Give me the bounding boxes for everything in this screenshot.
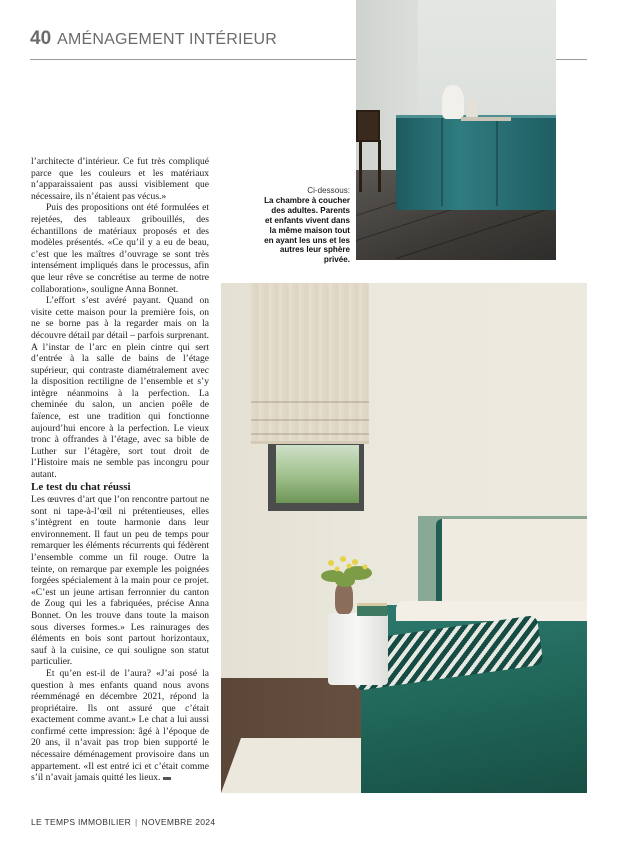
caption-text: La chambre à coucher des adultes. Parents et enfants vivent dans la même maison tout en ayant les uns et les autres leur sphère privée. [264, 195, 350, 265]
blind-fold [251, 419, 369, 421]
subheading: Le test du chat réussi [31, 481, 131, 493]
page-footer [31, 817, 215, 827]
paragraph-text: Et qu’en est-il de l’aura? «J’ai posé la question à mes enfants quand nous avons réemménagé en décembre 2021, répond la propriétaire. Ils ont assuré que c’était exactement comme avant.» Le chat a lui aussi confirmé cette impression: âgé à l’époque de 20 ans, il n’avait pas trop bien supporté le nécessaire déménagement provisoire dans un appartement. «Il est entré ici et c’était comme s’il n’avait jamais quitté les lieux. [31, 667, 209, 784]
bedroom-photo [221, 283, 587, 793]
blind-fold [251, 401, 369, 403]
page-header [30, 28, 277, 50]
books [357, 603, 387, 616]
paragraph: Les œuvres d’art que l’on rencontre partout ne sont ni tape-à-l’œil ni prétentieuses, elles s’intègrent en toute harmonie dans leur environnement. Il faut un peu de temps pour remarquer les éléments récurrents qui fédèrent l’ensemble comme un fil rouge. Outre la teinte, on remarque par exemple les poignées forgées spécialement à la main pour ce projet. «C’est un jeune artisan ferronnier du canton de Zoug qui les a fabriquées, précise Anna Bonnet. On les trouve dans toute la maison sous diverses formes.» Les rainurages des éléments en bois sont partout horizontaux, sauf à la cuisine, ce qui souligne son statut particulier. [31, 494, 209, 668]
chair-leg [378, 140, 381, 192]
text-column-bottom [31, 494, 209, 784]
bedroom-rug [221, 738, 381, 793]
issue-date: NOVEMBRE 2024 [141, 817, 216, 827]
paragraph: l’architecte d’intérieur. Ce fut très compliqué parce que les couleurs et les matériaux n’apparaissaient pas aussi visiblement que nécessaire, ils n’étaient pas vécus.» [31, 156, 209, 202]
text-column-top [31, 156, 209, 481]
bed-sheet [396, 601, 587, 621]
page-number: 40 [30, 28, 52, 49]
sideboard-divider [496, 118, 498, 206]
small-vase [466, 98, 478, 119]
publication-name: LE TEMPS IMMOBILIER [31, 817, 132, 827]
caption-lead: Ci-dessous: [307, 186, 350, 195]
photo-caption [262, 186, 350, 265]
chair [356, 110, 380, 142]
side-table [328, 613, 388, 685]
end-of-article-mark [163, 777, 171, 780]
sideboard-divider [441, 118, 443, 206]
section-title: AMÉNAGEMENT INTÉRIEUR [57, 31, 278, 48]
paragraph: L’effort s’est avéré payant. Quand on visite cette maison pour la première fois, on ne se borne pas à la regarder mais on la découvre détail par détail – parfois surprenant. A l’instar de l’arc en plein cintre qui sert d’entrée à la salle de bains de l’étage supérieur, qui contraste diamétralement avec la disposition rectiligne de l’ensemble et s’y intègre néanmoins à la perfection. La cheminée du salon, un ancien poêle de faïence, est une tradition qui fonctionne aujourd’hui encore à la perfection. Le vieux tronc à offrandes à l’étage, avec sa bible de Luther sur l’étagère, sort tout droit de l’Histoire mais ne semble pas incongru pour autant. [31, 295, 209, 481]
paragraph: Puis des propositions ont été formulées et rejetées, des tableaux gribouillés, des échantillons de matériaux proposés et des modèles présentés. «Ce qu’il y a eu de beau, c’est que les maîtres d’ouvrage se sont très intensément impliqués dans le processus, afin que leur rêve se concrétise au terme de notre collaboration», souligne Anna Bonnet. [31, 202, 209, 295]
chair-leg [359, 140, 362, 192]
blind-fold [251, 433, 369, 435]
tray [461, 117, 511, 121]
paragraph [31, 668, 209, 784]
white-vase [442, 85, 464, 119]
footer-separator: | [135, 817, 138, 827]
window-glass [276, 445, 359, 503]
teal-sideboard [396, 115, 556, 210]
pillow [436, 519, 587, 607]
flower-bouquet [313, 551, 383, 591]
sideboard-photo [356, 0, 556, 260]
